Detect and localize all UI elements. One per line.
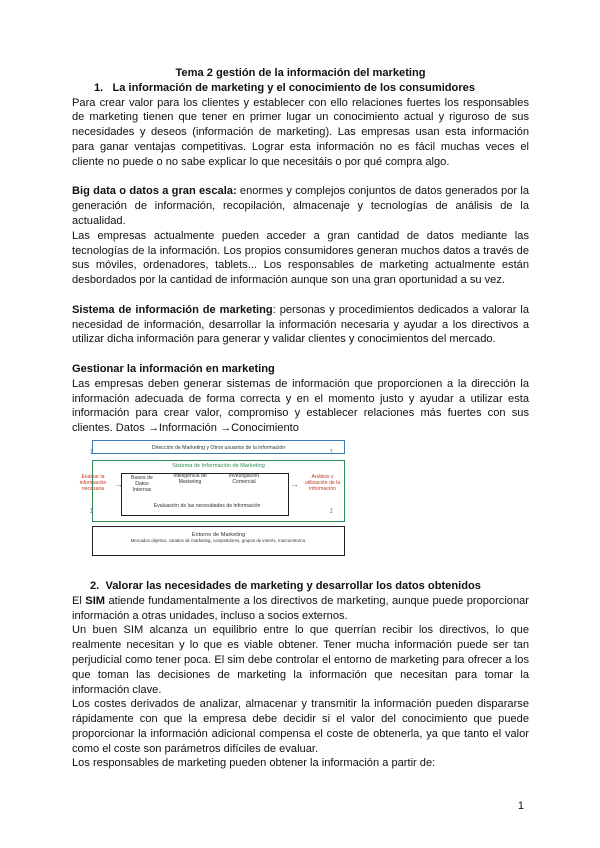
diagram-bottom-box xyxy=(92,526,345,556)
section-2-heading xyxy=(90,579,529,594)
bigdata-definition xyxy=(72,184,529,228)
bigdata-paragraph: Las empresas actualmente pueden acceder a gran cantidad de datos mediante las tecnologías de la información. Los propios consumidores generan muchos datos a través de sus móviles, ordenadores, tablets... Los responsables de marketing actualmente están desbordados por la cantidad de información aunque son una gran oportunidad a su vez. xyxy=(72,229,529,287)
section-2-p4: Los responsables de marketing pueden obtener la información a partir de: xyxy=(72,757,436,770)
p1-post: atiende fundamentalmente a los directivos de marketing, aunque puede proporcionar información a otras unidades, incluso a socios externos. xyxy=(72,594,529,622)
diagram-b1: Bases de Datos Internas xyxy=(131,474,153,493)
sim-def: : personas y procedimientos dedicados a valorar la necesidad de información, desarrollar la información necesaria y ayudar a los directivos a utilizar dicha información para generar y validar clientes y conocimientos del mercado. xyxy=(72,303,529,346)
section-1-heading xyxy=(94,81,529,96)
diagram-mid: Evaluación de las necesidades de información xyxy=(153,502,261,509)
bigdata-def: enormes y complejos conjuntos de datos generados por la generación de información, recopilación, almacenaje y tecnologías de análisis de la actualidad. xyxy=(72,185,529,227)
gestionar-heading: Gestionar la información en marketing xyxy=(72,362,275,375)
diagram-b2: Inteligencia de Marketing xyxy=(173,472,207,485)
diagram-right-label: Análisis y utilización de la información xyxy=(304,473,341,492)
arrow-down-right-icon: ↕ xyxy=(329,504,334,515)
section-2-number: 2. xyxy=(90,579,100,592)
sim-term: Sistema de información de marketing xyxy=(72,303,273,316)
p1-pre: El xyxy=(72,594,86,607)
arrow-up-right-icon: ↕ xyxy=(329,445,334,456)
section-2-title: Valorar las necesidades de marketing y desarrollar los datos obtenidos xyxy=(105,579,481,592)
diagram-sim-title: Sistema de Información de Marketing xyxy=(172,462,265,469)
document-page xyxy=(72,66,529,771)
arrow-up-left-icon: ↕ xyxy=(89,445,94,456)
bigdata-term: Big data o datos a gran escala: xyxy=(72,185,237,198)
diagram-bottom-sub: Mercados objetivo, canales de marketing, competidores, grupos de interés, macroentorno. xyxy=(130,537,307,543)
gestionar-paragraph: Las empresas deben generar sistemas de información que proporcionen a la dirección la información adecuada de forma correcta y en el momento justo y ayudar a utilizar esta información para crear valor, compromiso y establecer relaciones más fuertes con sus clientes. Datos →Información →Conocimiento xyxy=(72,377,529,435)
document-title: Tema 2 gestión de la información del marketing xyxy=(175,67,426,79)
section-2-p1 xyxy=(72,594,529,624)
sim-diagram xyxy=(72,440,345,557)
diagram-top-box: Dirección de Marketing y Otros usuarios de la información xyxy=(92,440,345,454)
section-2-p2: Un buen SIM alcanza un equilibrio entre lo que querrían recibir los directivos, lo que realmente necesitan y lo que es viable obtener. Tener mucha información puede ser tan perjudicial como tener poca. El sim debe controlar el entorno de marketing para ofrecer a los que toman las decisiones de marketing la información que necesitan para tomar la información clave. xyxy=(72,624,529,696)
section-1-number: 1. xyxy=(94,81,104,94)
arrow-right-2-icon: → xyxy=(290,478,299,489)
sim-abbr: SIM xyxy=(85,594,106,607)
arrow-down-left-icon: ↕ xyxy=(89,504,94,515)
page-number: 1 xyxy=(517,800,524,812)
diagram-b3: Investigación Comercial xyxy=(228,472,260,485)
section-1-paragraph: Para crear valor para los clientes y establecer con ello relaciones fuertes los responsables de marketing tienen que tener en primer lugar un conocimiento actual y riguroso de sus necesidades y deseos (información de marketing). Las empresas usan esta información para ganar ventajas competitivas. Lograr esta información no es fácil muchas veces el cliente no puede o no sabe explicar lo que necesitáis o por qué compra algo. xyxy=(72,96,529,168)
arrow-right-icon: → xyxy=(114,478,123,489)
diagram-left-label: Evaluar la información necesaria xyxy=(79,473,107,492)
section-2-p3: Los costes derivados de analizar, almacenar y transmitir la información pueden dispararse rápidamente con que la empresa debe decidir si el valor del conocimiento que puede proporcionar la información adicional compensa el coste de obtenerla, ya que tanto el valor como el coste son parámetros difíciles de evaluar. xyxy=(72,698,529,755)
section-1-title: La información de marketing y el conocimiento de los consumidores xyxy=(112,81,475,94)
diagram-bottom-title: Entorno de Marketing xyxy=(191,531,246,538)
sim-definition xyxy=(72,303,529,347)
